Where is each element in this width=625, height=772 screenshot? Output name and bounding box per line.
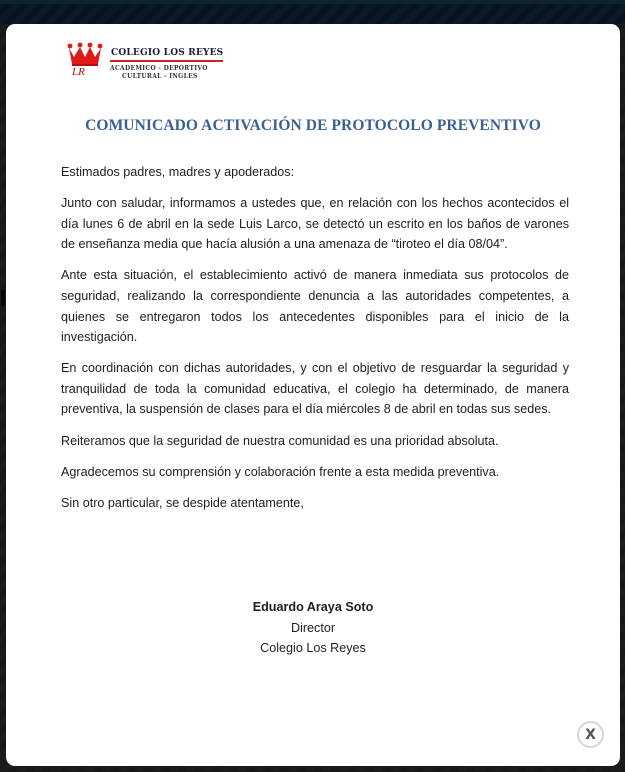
signatory-institution: Colegio Los Reyes	[260, 641, 366, 656]
paragraph: Junto con saludar, informamos a ustedes que, en relación con los hechos acontecidos el día lunes 6 de abril en la sede Luis Larco, se detectó un escrito en los baños de varones de enseñanza media que hacía alusión a una amenaza de “tiroteo el día 08/04”.	[61, 196, 569, 252]
paragraph: Ante esta situación, el establecimiento activó de manera inmediata sus protocolos de seguridad, realizando la correspondiente denuncia a las autoridades competentes, a quienes se entregaron todos los antecedentes disponibles para el inicio de la investigación.	[61, 268, 569, 345]
paragraph: Agradecemos su comprensión y colaboración frente a esta medida preventiva.	[61, 464, 500, 479]
paragraph: En coordinación con dichas autoridades, y con el objetivo de resguardar la seguridad y tranquilidad de toda la comunidad educativa, el colegio ha determinado, de manera preventiva, la suspensión de clases para el día miércoles 8 de abril en todas sus sedes.	[61, 361, 569, 417]
close-button[interactable]	[577, 721, 604, 748]
document-title: COMUNICADO ACTIVACIÓN DE PROTOCOLO PREVENTIVO	[85, 117, 541, 134]
lightbox-modal	[6, 24, 620, 766]
paragraph: Reiteramos que la seguridad de nuestra comunidad es una prioridad absoluta.	[61, 433, 499, 448]
logo-monogram: LR	[72, 66, 85, 78]
side-handle	[1, 290, 5, 306]
logo-divider	[110, 60, 223, 62]
logo-school-name: COLEGIO LOS REYES	[111, 48, 224, 58]
monogram-icon	[66, 64, 106, 104]
close-icon: X	[585, 726, 596, 743]
greeting: Estimados padres, madres y apoderados:	[61, 165, 295, 179]
signature-block	[6, 597, 620, 659]
signatory-role: Director	[290, 620, 336, 635]
document-body	[61, 162, 569, 524]
page-header-strip	[0, 0, 625, 4]
school-logo	[66, 42, 236, 86]
closing: Sin otro particular, se despide atentamente,	[61, 495, 304, 510]
signatory-name: Eduardo Araya Soto	[252, 600, 374, 614]
logo-subtitle-1: ACADEMICO - DEPORTIVO	[110, 65, 208, 72]
logo-subtitle-2: CULTURAL - INGLES	[122, 73, 198, 80]
